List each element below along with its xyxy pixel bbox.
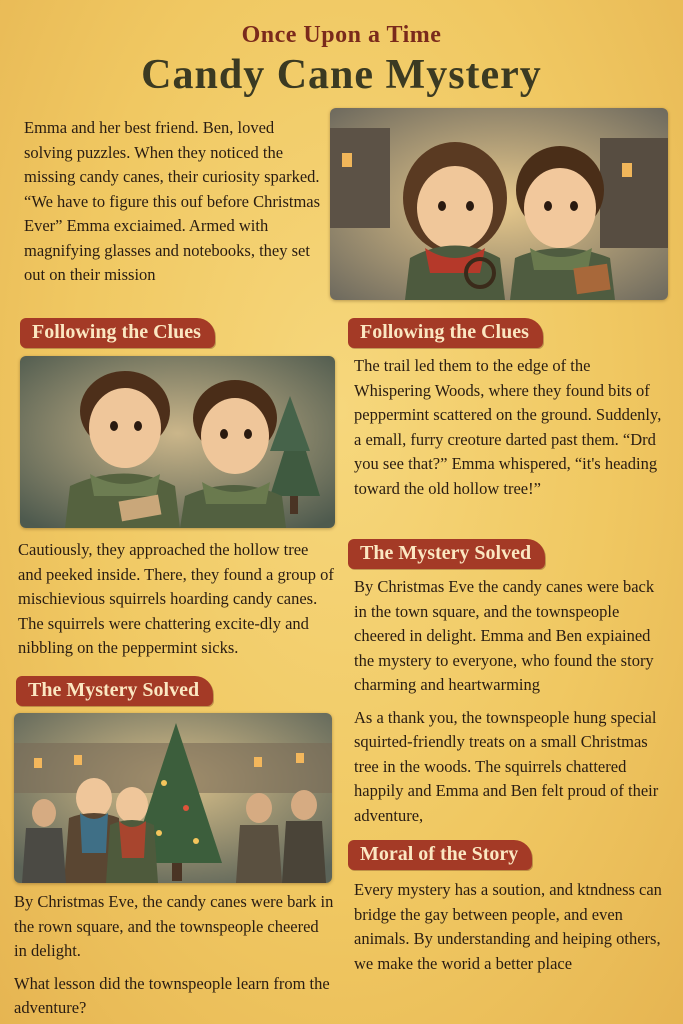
right-clues-heading: Following the Clues: [348, 318, 543, 348]
town-christmas-tree-crowd-icon: [14, 713, 332, 883]
illustration-children-magnifying: [330, 108, 668, 300]
page-title: Candy Cane Mystery: [141, 52, 542, 98]
right-clues-block: [354, 354, 670, 501]
left-solved-heading-wrap: [16, 676, 213, 706]
two-children-forest-icon: [20, 356, 335, 528]
right-moral-heading: Moral of the Story: [348, 840, 532, 870]
left-clues-heading: Following the Clues: [20, 318, 215, 348]
left-solved-text: By Christmas Eve, the candy canes were bark in the rown square, and the townspeople cheered in delight.: [14, 892, 334, 960]
left-clues-heading-wrap: [20, 318, 215, 348]
right-clues-heading-wrap: [348, 318, 543, 348]
page-header: [0, 22, 683, 99]
illustration-children-forest: [20, 356, 335, 528]
intro-block: [24, 116, 324, 288]
two-children-magnifying-glass-icon: [330, 108, 668, 300]
left-solved-heading: The Mystery Solved: [16, 676, 213, 706]
right-solved-heading-wrap: [348, 539, 545, 569]
right-moral-block: [354, 878, 670, 976]
page-kicker: Once Upon a Time: [241, 22, 442, 48]
right-solved-heading: The Mystery Solved: [348, 539, 545, 569]
right-solved-text-1: By Christmas Eve the candy canes were back in the town square, and the townspeople cheered in delight. Emma and Ben expiained the mystery to everyone, who found the story charming and heartwarming: [354, 577, 655, 694]
right-moral-text: Every mystery has a soution, and ktndness can bridge the gay between people, and even animals. By understanding and heiping others, we make the worid a better place: [354, 880, 662, 973]
left-clues-block: [18, 538, 336, 661]
right-clues-text: The trail led them to the edge of the Whispering Woods, where they found bits of peppermint scattered on the ground. Suddenly, a emall, furry creoture darted past them. “Drd you see that?” Emma whispered, “it's heading toward the old hollow tree!”: [354, 356, 662, 498]
right-moral-heading-wrap: [348, 840, 532, 870]
right-solved-block: [354, 575, 670, 828]
left-clues-text: Cautiously, they approached the hollow tree and peeked inside. There, they found a group of mischievious squirrels hoarding candy canes. The squirrels were chattering excite-dly and nibbling on the peppermint sicks.: [18, 540, 334, 657]
right-solved-text-2: As a thank you, the townspeople hung special squirted-friendly treats on a small Christmas tree in the woods. The squirrels chattered happily and Emma and Ben felt proud of their adventure,: [354, 707, 659, 825]
intro-text: Emma and her best friend. Ben, loved solving puzzles. When they noticed the missing candy canes, their curiosity sparked. “We have to figure this ouf before Christmas Ever” Emma exciaimed. Armed with magnifying glasses and notebooks, they set out on their mission: [24, 118, 321, 284]
left-question-text: What lesson did the townspeople learn from the adventure?: [14, 973, 330, 1017]
illustration-town-tree: [14, 713, 332, 883]
left-solved-block: [14, 890, 334, 1021]
